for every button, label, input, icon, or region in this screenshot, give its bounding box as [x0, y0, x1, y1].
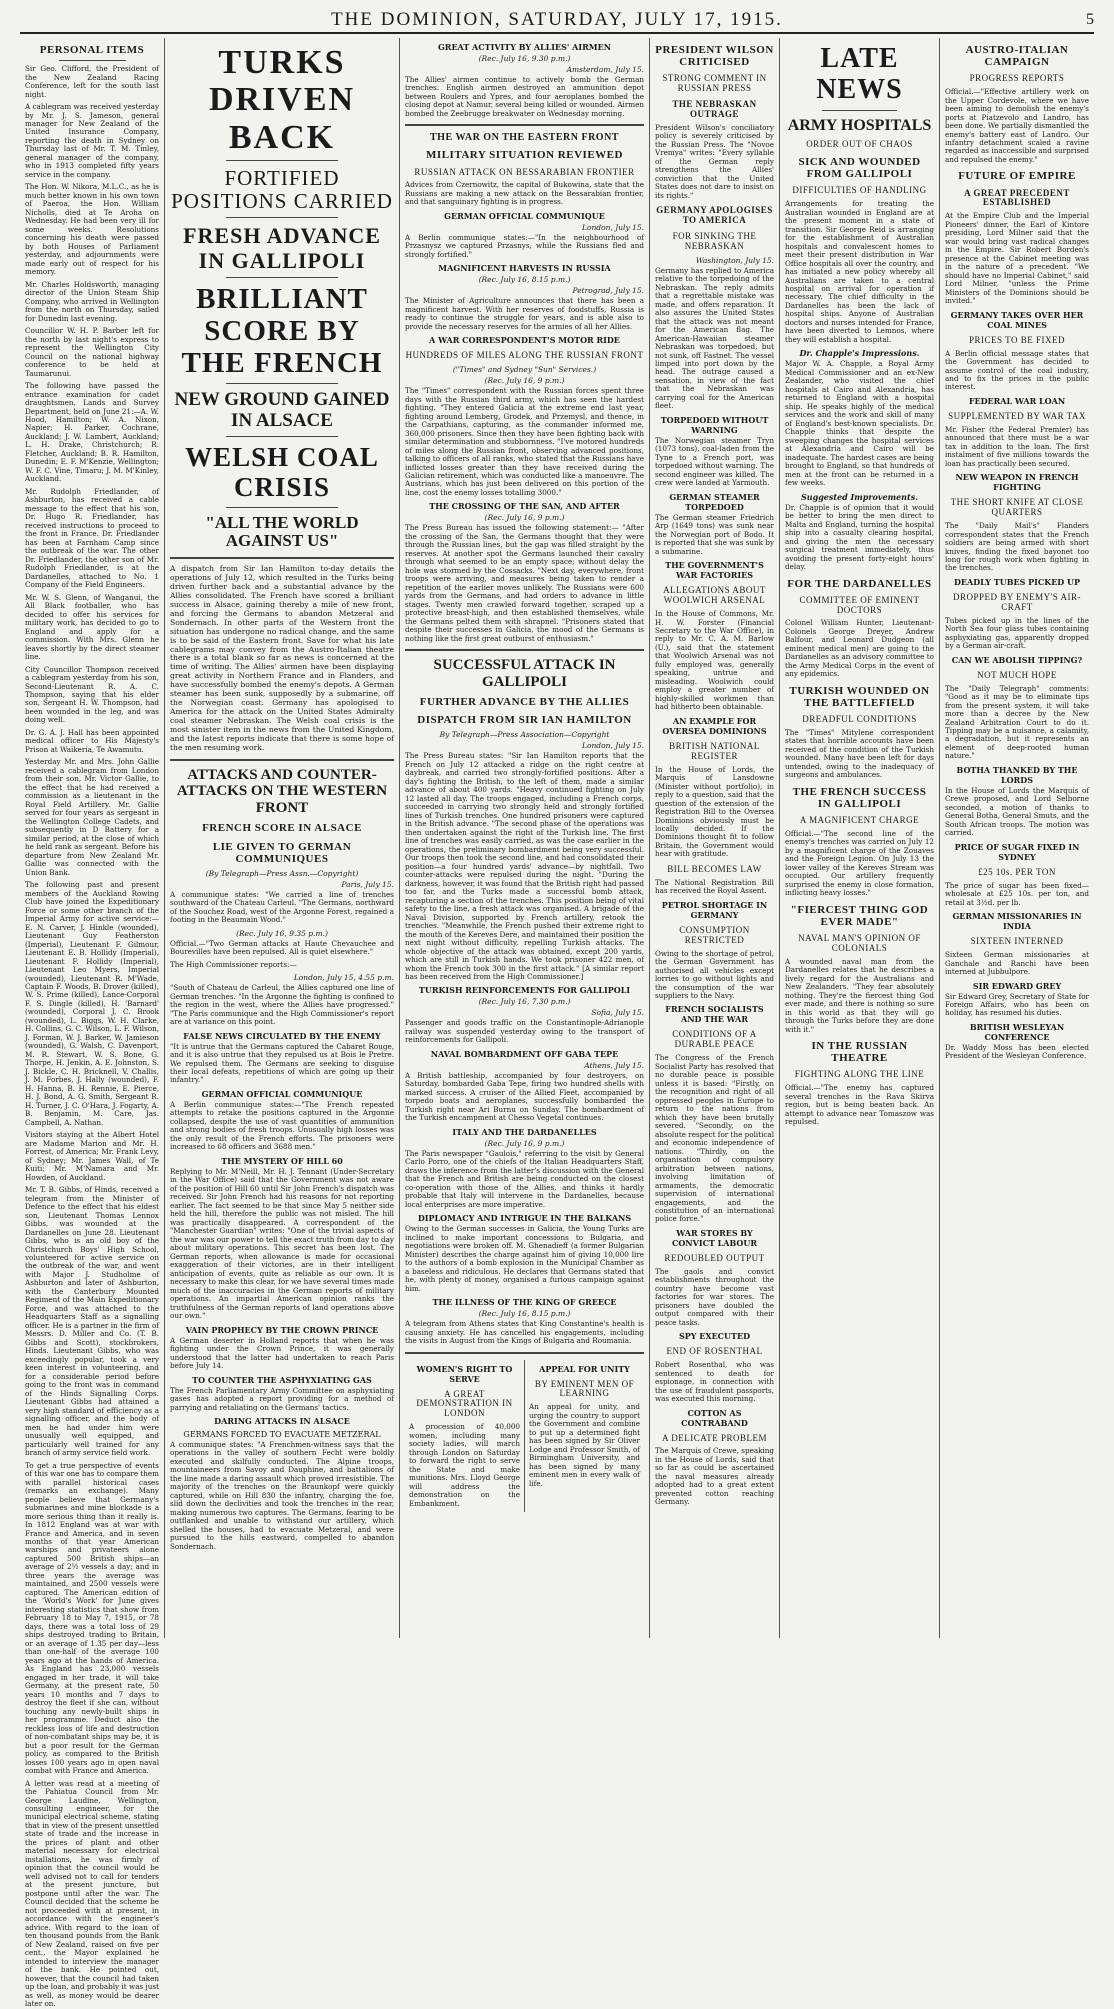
subhead-dropped: DROPPED BY ENEMY'S AIR-CRAFT: [952, 591, 1082, 612]
dateline: (Rec. July 16, 9 p.m.): [484, 1138, 565, 1148]
subhead-further-advance: FURTHER ADVANCE BY THE ALLIES: [419, 696, 630, 709]
subhead-german-steamer: GERMAN STEAMER TORPEDOED: [669, 491, 760, 512]
subhead-king-greece: THE ILLNESS OF THE KING OF GREECE: [432, 1297, 617, 1308]
personal-item: To get a true perspective of events of this war one has to compare them with parallel historical cases (remarks an exchange). Many people believe that Germany's submarines and mine blockade is a more serious thing than it really is. In 1812 England was at war with France and America, and in seven months of that year American warships and privateers alone captured 500 British ships—an average of 2½ vessels a day; and in three years the average was maintained, and 2500 vessels were captured. The American edition of the 'World's Work' for June gives interesting statistics that show from February 18 to May 7, 1915, or 78 days, there was a total loss of 29 ships destroyed trading to Britain, or an average of 1.35 per day—less than one-half of the average 100 years ago at the hands of America. As England has 23,000 vessels engaged in her trade, it will take Germany, at the present rate, 50 years 10 months and 7 days to destroy the fleet if she can, without touching any newly-built ships in her programme. Deduct also the reckless loss of life and destruction of non-combatant ships may be, it is but a poor result for the German policy, as compared to the British losses 100 years ago in open naval combat with France and America.: [25, 1460, 159, 1776]
column-late-news: [780, 38, 940, 1638]
subhead-cotton: COTTON AS CONTRABAND: [681, 1407, 748, 1428]
article-body: A telegram from Athens states that King Constantine's health is causing anxiety. He has cancelled his engagements, including the visits in August from the Kings of Bulgaria and Roumania.: [405, 1319, 644, 1346]
personal-item: Councillor W. H. P. Barber left for the north by last night's express to represent the Wellington City Council on the national highway conference to be held at Taumarunui.: [25, 326, 159, 378]
subhead-per-ton: £25 10s. PER TON: [978, 866, 1056, 877]
subhead-italy: ITALY AND THE DARDANELLES: [452, 1126, 597, 1137]
subhead-hundreds-of-miles: HUNDREDS OF MILES ALONG THE RUSSIAN FRONT: [405, 350, 644, 361]
article-body: An appeal for unity, and urging the country to support the Government and combine to put up a determined fight has been signed by Sir Oliver Lodge and Professor Smith, of Birmingham University, and has been signed by many eminent men in every walk of life.: [529, 1402, 640, 1488]
subhead-bill: BILL BECOMES LAW: [667, 863, 762, 874]
subhead-vain-prophecy: VAIN PROPHECY BY THE CROWN PRINCE: [185, 1324, 379, 1335]
article-body: Sixteen German missionaries at Ganchale and Ranchi have been interned at Jubbulpore.: [945, 950, 1089, 977]
article-body: "South of Chateau de Carleul, the Allies captured one line of German trenches. "In the Argonne the fighting is confined to the region in the west, where the Allies have progressed." "The Paris communique and the High Commissioner's report are at variance on this point.: [170, 983, 394, 1027]
subhead-sick-wounded: SICK AND WOUNDED FROM GALLIPOLI: [798, 156, 921, 181]
divider: [226, 383, 338, 384]
dateline: (By Telegraph—Press Assn.—Copyright): [205, 868, 359, 878]
headline-all-the-world: "ALL THE WORLD AGAINST US": [205, 512, 359, 551]
placeline: Amsterdam, July 15.: [566, 65, 644, 74]
subhead-war-factories: THE GOVERNMENT'S WAR FACTORIES: [665, 560, 764, 581]
personal-item: The following have passed the entrance examination for cadet draughtsmen, Lands and Survey Department, held on June 21:—A. W. Hood, Hamilton; W. A. Nixon, Napier; H. Parker, Cochrane, Auckland; J. W. Lambert, Auckland; L. H. Drake, Christchurch; R. Fletcher, Auckland; B. R. Hamilton, Dunedin; E. F. M'Kenzie, Wellington; W. F. C. Vine, Timaru; J. M. M'Kinley, Auckland.: [25, 381, 159, 484]
subhead-progress: PROGRESS REPORTS: [969, 73, 1065, 84]
divider: [226, 217, 338, 218]
personal-items-list: [25, 65, 159, 2009]
article-body: Official.—"The second line of the enemy's trenches was carried on July 12 by a magnificent charge of the Zouaves and the Foreign Legion. On July 13 the lower valley of the Kereves Stream was occupied. Our artillery frequently surprised the enemy in close formation, inflicting heavy losses.": [785, 828, 934, 898]
dateline: (Rec. July 16, 9 p.m.): [484, 376, 565, 386]
subhead-woolwich: ALLEGATIONS ABOUT WOOLWICH ARSENAL: [663, 585, 766, 606]
subhead-men-of-learning: BY EMINENT MEN OF LEARNING: [534, 1378, 635, 1399]
divider: [405, 1352, 644, 1354]
subhead-wesleyan: BRITISH WESLEYAN CONFERENCE: [969, 1021, 1065, 1042]
article-body: The Allies' airmen continue to actively bomb the German trenches. English airmen destroyed an ammunition depot between Roulers and Ypres, and four aeroplanes bombed the closing depot at Namur, several being killed or wounded. Airmen bombed the Zeebrugge breakwater on Wednesday morning.: [405, 75, 644, 118]
article-body: At the Empire Club and the Imperial Pioneers' dinner, the Earl of Kintore presiding, Lord Milner said that the war would bring vast radical changes in the Empire. Sir Robert Borden's presence at the Cabinet meeting was in the nature of a precedent. "We should have no Imperial Cabinet," said Lord Milner, "unless the Prime Ministers of the Dominions should be invited.": [945, 211, 1089, 306]
article-body: Mr. Fisher (the Federal Premier) has announced that there must be a war tax in addition to the loan. The first instalment of five millions towards the loan has practically been secured.: [945, 424, 1089, 468]
subhead-harvests: MAGNIFICENT HARVESTS IN RUSSIA: [438, 263, 611, 274]
personal-item: Yesterday Mr. and Mrs. John Gallie received a cablegram from London from their son, Mr. Victor Gallie, to the effect that he had received a commission as a lieutenant in the Royal Field Artillery. Mr. Gallie served for four years as sergeant in the Wellington College Cadets, and subsequently in D Battery for a similar period, at the close of which he held rank as sergeant. Before his departure from New Zealand Mr. Gallie was connected with the Union Bank.: [25, 757, 159, 877]
article-body: A Berlin official message states that the Government has decided to assume control of the coal industry, and to fix the prices in the public interest.: [945, 348, 1089, 392]
divider: [226, 436, 338, 437]
headline-welsh-coal: WELSH COAL CRISIS: [185, 442, 379, 502]
personal-item: A letter was read at a meeting of the Pahiatua Council from Mr. George Laudine, Wellington, consulting engineer, for the municipal electrical scheme, stating that in view of the present unsettled state of trade and the increase in the prices of plant and other material necessary for electrical installations, he was firmly of opinion that the council would be well advised not to call for tenders at the present juncture, but postpone until after the war. The Council decided that the scheme be not proceeded with at present, in accordance with the engineer's advice. With regard to the loan of ten thousand pounds from the Bank of New Zealand, raised on five per cent., the Mayor explained he intended to interview the manager of the bank. He pointed out, however, that the council had taken up the loan, and probably it was just as well, as money would be dearer later on.: [25, 1778, 159, 2009]
subhead-rosenthal: END OF ROSENTHAL: [666, 1346, 763, 1357]
subhead-gaba-tepe: NAVAL BOMBARDMENT OFF GABA TEPE: [430, 1048, 619, 1059]
article-body: In the House of Commons, Mr. H. W. Forster (Financial Secretary to the War Office), in reply to Mr. C. A. M. Barlow (U.), said that the statement that Woolwich Arsenal was not fully employed was, generally speaking, untrue and misleading. Woolwich could employ a greater number of highly-skilled workmen than had hitherto been obtainable.: [655, 609, 774, 712]
personal-item: Dr. G. A. J. Hall has been appointed medical officer to His Majesty's Prison at Waikeria, Te Awamutu.: [25, 727, 159, 754]
subhead-output: REDOUBLED OUTPUT: [664, 1252, 765, 1263]
subhead-petrol: PETROL SHORTAGE IN GERMANY: [661, 899, 768, 920]
subhead-suggested: Suggested Improvements.: [801, 491, 918, 502]
personal-item: The Hon. W. Nikora, M.L.C., as he is much better known in his own town of Paeroa, the Hon. William Nicholls, died at Te Aroha on Wednesday. He had been very ill for some weeks. Resolutions concerning his death were passed by both Houses of Parliament yesterday, and adjournments were made early out of respect for his memory.: [25, 182, 159, 277]
divider: [170, 759, 394, 761]
subhead-not-much-hope: NOT MUCH HOPE: [977, 669, 1057, 680]
divider: [170, 557, 394, 559]
subhead-example: AN EXAMPLE FOR OVERSEA DOMINIONS: [662, 715, 767, 736]
headline-wilson: PRESIDENT WILSON CRITICISED: [655, 44, 774, 69]
article-body: The gaols and convict establishments throughout the country have become vast factories for war stores. The prisoners have doubled the output compared with their peace tasks.: [655, 1266, 774, 1327]
personal-item: Mr. T. B. Gibbs, of Hinds, received a telegram from the Minister of Defence to the effect that his eldest son, Lieutenant Thomas Lennox Gibbs, was wounded at the Dardanelles on June 28. Lieutenant Gibbs, who is an old boy of the Christchurch Boys' High School, volunteered for active service on the outbreak of the war, and went with Major J. Studholme of Ashburton and later of Ashburton, with the Canterbury Mounted Regiment of the Main Expeditionary Force, and was attached to the Headquarters Staff as a signalling officer. He is a partner in the firm of Messrs. D. Miller and Co. (T. B. Gibbs and Scott), stockbrokers, Hinds. Lieutenant Gibbs, who was exceedingly popular, took a very keen interest in volunteering, and for a considerable period before going to the front was in command of the Hinds Signalling Corps. Lieutenant Gibbs had attained a very high standard of efficiency as a signalling officer, and the body of men he had under him were unusually well equipped, and particularly well trained for any branch of army service field work.: [25, 1185, 159, 1458]
subhead-convict: WAR STORES BY CONVICT LABOUR: [671, 1227, 758, 1248]
page-number: 5: [1085, 11, 1094, 28]
article-body: Dr. Waddy Moss has been elected President of the Wesleyan Conference.: [945, 1042, 1089, 1061]
subhead-apologises: GERMANY APOLOGISES TO AMERICA: [656, 205, 773, 225]
personal-item: Mr. W. S. Glenn, of Wanganui, the All Black footballer, who has decided to offer his services for military work, has decided to go to England and apply for a commission. With Mrs. Glenn he leaves shortly by the direct steamer line.: [25, 592, 159, 662]
subhead-interned: SIXTEEN INTERNED: [970, 936, 1064, 947]
bottom-split: [405, 1360, 644, 1513]
headline-successful-attack: SUCCESSFUL ATTACK IN GALLIPOLI: [433, 657, 616, 690]
article-body: The Congress of the French Socialist Party has resolved that no durable peace is possible unless it is based: "Firstly, on the recognition and right of all oppressed peoples in Europe to return to the nations from which they have been brutally severed. "Secondly, on the absolute respect for the political and economic independence of nations. "Thirdly, on the organisation of compulsory arbitration between nations, involving limitation of armaments, the democratic supervision of international engagements, and the constitution of an international police force.": [655, 1053, 774, 1224]
headline-personal-items: PERSONAL ITEMS: [39, 44, 145, 56]
subhead-motor-ride: A WAR CORRESPONDENT'S MOTOR RIDE: [429, 335, 620, 346]
subhead-daring-attacks: DARING ATTACKS IN ALSACE: [214, 1415, 350, 1426]
subhead-torpedoed: TORPEDOED WITHOUT WARNING: [660, 414, 769, 435]
article-body: Dr. Chapple is of opinion that it would be better to bring the men direct to Malta and England, turning the hospital ship into a casualty clearing hospital, and giving the men the necessary surgical treatment immediately, thus avoiding the present forty-eight hours' delay.: [785, 502, 934, 572]
personal-item: City Councillor Thompson received a cablegram yesterday from his son, Second-Lieutenant R. A. C. Thompson, saying that his elder son, Sergeant H. W. Thompson, had been wounded in the leg, and was doing well.: [25, 664, 159, 725]
subhead-war-loan: FEDERAL WAR LOAN: [968, 395, 1066, 406]
article-body: A British battleship, accompanied by four destroyers, on Saturday, bombarded Gaba Tepe, firing two hundred shells with marked success. A cruiser of the Allied Fleet, accompanied by torpedo boats and aeroplanes, successfully bombarded the Turkish right near Ari Burnu on Sunday. The bombardment of the Turkish encampment at Chesso Vegetal continues.: [405, 1070, 644, 1123]
subhead-socialists: FRENCH SOCIALISTS AND THE WAR: [665, 1004, 764, 1025]
subhead-lie-given: LIE GIVEN TO GERMAN COMMUNIQUES: [212, 840, 352, 865]
subhead-grey: SIR EDWARD GREY: [972, 980, 1062, 991]
subhead-missionaries: GERMAN MISSIONARIES IN INDIA: [952, 911, 1082, 932]
headline-army-hospitals: ARMY HOSPITALS: [787, 116, 932, 134]
article-body: The High Commissioner reports:—: [170, 959, 297, 969]
article-body: Passenger and goods traffic on the Constantinople-Adrianople railway was suspended yesterday owing to the transport of reinforcements for Gallipoli.: [405, 1018, 644, 1045]
subhead-difficulties: DIFFICULTIES OF HANDLING: [792, 185, 927, 196]
subhead-deadly-tubes: DEADLY TUBES PICKED UP: [953, 576, 1081, 587]
headline-eastern-front: THE WAR ON THE EASTERN FRONT: [430, 132, 619, 144]
article-body: A German deserter in Holland reports that when he was fighting under the Crown Prince, it was generally understood that the latter had undertaken to reach Paris before July 14.: [170, 1335, 394, 1371]
headline-french-success: THE FRENCH SUCCESS IN GALLIPOLI: [792, 785, 927, 810]
column-wilson: [650, 38, 780, 1638]
headline-late-news: LATE NEWS: [816, 43, 903, 105]
placeline: Paris, July 15.: [341, 879, 394, 889]
placeline: Athens, July 15.: [584, 1060, 644, 1070]
subhead-war-tax: SUPPLEMENTED BY WAR TAX: [948, 410, 1086, 421]
article-body: The "Daily Mail's" Flanders correspondent states that the French soldiers are being armed with short knives, finding the fixed bayonet too long for rough work when fighting in the trenches.: [945, 521, 1089, 573]
subhead-committee: COMMITTEE OF EMINENT DOCTORS: [799, 594, 920, 615]
divider: [226, 160, 338, 161]
article-body: A procession of 40,000 women, including many society ladies, will march through London on Saturday to forward the right to serve the State and make munitions. Mrs. Lloyd George will address the demonstration on the Embankment.: [409, 1422, 520, 1508]
dateline: (Rec. July 16, 8.15 p.m.): [478, 275, 571, 285]
subhead-short-knife: THE SHORT KNIFE AT CLOSE QUARTERS: [950, 497, 1084, 518]
dateline: (Rec. July 16, 8.15 p.m.): [478, 1309, 571, 1319]
article-body: Official.—"Two German attacks at Haute Chevauchee and Bourevilles have been repulsed. All is quiet elsewhere.": [170, 938, 394, 957]
article-body: Sir Edward Grey, Secretary of State for Foreign Affairs, who has been on holiday, has resumed his duties.: [945, 991, 1089, 1018]
article-body: Owing to the German successes in Galicia, the Young Turks are inclined to make important concessions to Bulgaria, and negotiations were broken off. M. Ghenadieff (a former Bulgarian Minister) describes the charge against him of giving 10,000 lire to the authors of a bomb explosion in the Municipal Chamber as a baseless and ridiculous. He declares that Germans stated that he, with plenty of money, organised a furious campaign against him.: [405, 1224, 644, 1293]
subhead-naval-opinion: NAVAL MAN'S OPINION OF COLONIALS: [798, 932, 921, 953]
article-body: Tubes picked up in the lines of the North Sea four glass tubes containing asphyxiating gas, apparently dropped by a German air-craft.: [945, 615, 1089, 651]
divider: [226, 277, 338, 278]
personal-item: Mr. Charles Holdsworth, managing director of the Union Steam Ship Company, who arrived in Wellington from the north on Thursday, sailed for Dunedin last evening.: [25, 279, 159, 323]
subhead-military: MILITARY SITUATION REVIEWED: [426, 149, 623, 162]
headline-fresh-advance: FRESH ADVANCE IN GALLIPOLI: [183, 223, 381, 273]
subhead-chapple: Dr. Chapple's Impressions.: [799, 348, 920, 359]
headline-attacks: ATTACKS AND COUNTER-ATTACKS ON THE WESTERN FRONT: [176, 766, 388, 816]
dateline: (Rec. July 16, 7.30 p.m.): [478, 997, 571, 1007]
article-body: The German steamer Friedrich Arp (1649 tons) was sunk near the Norwegian port of Bodo. It is reported that she was sunk by a submarine.: [655, 512, 774, 556]
article-body: Official.—"The enemy has captured several trenches in the Rava Skirva region, but is being beaten back. An attempt to advance near Tomaszow was repulsed.: [785, 1083, 934, 1127]
subhead-dreadful: DREADFUL CONDITIONS: [802, 713, 917, 724]
dateline: By Telegraph—Press Association—Copyright: [439, 730, 610, 740]
subhead-precedent: A GREAT PRECEDENT ESTABLISHED: [964, 187, 1070, 208]
article-body: Colonel William Hunter, Lieutenant-Colonels George Dreyer, Andrew Balfour, and Leonard Dudgeon (all eminent medical men) are going to the Dardanelles as an advisory committee to the Army Medical Corps in the event of any epidemics.: [785, 618, 934, 679]
article-body: The Press Bureau has issued the following statement:— "After the crossing of the San, the Germans thought that they were through the Russian lines, but the gap was filled straight by the reserves. At another spot the Germans launched their cavalry through what seemed to be an empty space; without delay the hole was stormed by the Cossacks. "Next day, everywhere, front troops were arriving, and measures being taken to render a repetition of the earlier moves unlikely. The Russians were 600 yards from the Germans, and had orders to advance in little stages. Twenty men crawled forward together, scraped up a protective breast-high, and then established themselves, while the Germans pelted them with shrapnel. "Prisoners stated that despite their successes in Galicia, the mood of the Germans is nothing like the first great outburst of enthusiasm.": [405, 523, 644, 643]
article-body: A wounded naval man from the Dardanelles relates that he describes a lively regard for the Australians and New Zealanders. "They fear absolutely nothing. They're the fiercest thing God ever made, and there is nothing so sure in this world as that they will go through the Turks before they are done with it.": [785, 956, 934, 1034]
article-body: The Marquis of Crewe, speaking in the House of Lords, said that so far as could be ascertained the naval measures already adopted had to a great extent prevented cotton reaching Germany.: [655, 1446, 774, 1507]
subhead-fighting-line: FIGHTING ALONG THE LINE: [794, 1069, 925, 1080]
placeline: Petrograd, July 15.: [572, 286, 644, 296]
article-body: "It is untrue that the Germans captured the Cabaret Rouge, and it is also untrue that they repulsed us at Bois le Pretre. We repulsed them. The Germans are seeking to disguise their local defeats, repetitions of which are going up their infantry.": [170, 1041, 394, 1085]
article-body: The Minister of Agriculture announces that there has been a magnificent harvest. With her reserves of foodstuffs, Russia is ready to continue the struggle for years, and is able also to provide the necessary reserves for the armies of all her Allies.: [405, 296, 644, 331]
headline-fiercest: "FIERCEST THING GOD EVER MADE": [790, 903, 929, 928]
dateline: (Rec. July 16, 9 p.m.): [484, 513, 565, 523]
divider: [226, 507, 338, 508]
article-body: Arrangements for treating the Australian wounded in England are at the present moment in a state of transition. Sir George Reid is arranging for the establishment of Australian hospitals and convalescent homes to meet their present distribution in War Office hospitals all over the country, and has initiated a new policy whereby all Australians are taken to a central hospital on arrival for operation if necessary. The chief difficulty in the Dardanelles has been the lack of hospital ships. Anyone of Australian doctors and nurses intended for France, have been diverted to Lemnos, where they will establish a hospital.: [785, 199, 934, 344]
article-body: A Berlin communique states:—"The French repeated attempts to retake the positions captured in the Argonne collapsed, despite the use of vast quantities of ammunition and strong bodies of fresh troops. Unusually high losses was the only result of the French efforts. The prisoners were increased to 68 officers and 3688 men.": [170, 1099, 394, 1152]
subhead-unity: APPEAL FOR UNITY: [539, 1363, 630, 1374]
personal-item: The following past and present members of the Auckland Rowing Club have joined the Expeditionary Force or some other branch of the Imperial Army for active service:—E. N. Carver, J. Hinkle (wounded), Lieutenant Guy Featherston (Imperial), Lieutenant F. Gilmour, Lieutenant E. B. Hollidy (Imperial), Lieutenant F. Hollidy (Imperial), Lieutenant Leo Myers, Imperial (wounded), Lieutenant R. M'Wade, Captain F. Woods, B. Drover (killed), W. S. Prime (killed), Lance-Corporal F. S. Dingle (killed), H. 'Barnard' (wounded), Corporal J. C. Brook (wounded), L. Biggs, W. H. Clarke, H. Collins, G. C. Wilson, L. F. Wilson, J. Forman, W. J. Barker, W. Jamieson (wounded), G. Walsh, C. Davenport, M. R. Stewart, W. S. Bone, G. Thorpe, H. Jenkin, A. E. Johnston, S. J. Bickle, C. H. Bricknell, V. Challis, J. M. Forbes, J. Hally (wounded), F. H. Hanna, B. H. Rennie, E. Pierce, H. J. Bond, A. G. Smith, Sergeant R. H. Turner, J. C. O'Hara, J. Fogarty, A. B. Benjamin, M. Care, Jas. Campbell, A. Nathan.: [25, 880, 159, 1127]
article-body: The Paris newspaper "Gaulois," referring to the visit by General Carlo Porro, one of the chiefs of the Italian Headquarters Staff, draws the inference from the latter's discussion with the General that the French and British are being conducted on the closest co-operation with those of the Allies, and thinks it hardly probable that Italy will intervene in the Dardanelles, because local enterprises are more imperative.: [405, 1148, 644, 1209]
unity-article: [524, 1360, 644, 1513]
article-body: The Press Bureau states: "Sir Ian Hamilton reports that the French on July 12 attacked a ridge on the right centre at daybreak, and carried two strongly-fortified positions. After a day's fighting the British, to the left of them, made a similar advance of about 400 yards. "Heavy continued fighting on July 12 lasted all day. The troops engaged, including a French corps, succeeded in carrying two strongly held and strongly fortified lines of Turkish trenches. One hundred prisoners were captured in the British advance. "The second phase of the operations was then undertaken against the right of the Turkish line. The first line of trenches was easily carried, as was the case earlier in the operations, the preliminary bombardment being very successful. Our troops then took the second line, and had consolidated their position—a four hundred yards' advance—by nightfall. Two counter-attacks were repulsed during the night. "During the darkness, however, it was found that the British right had passed too far, and the Turks made a successful bomb attack, recapturing a section of the trenches. This position being of vital safety to the line, a fresh attack was organised. A brigade of the Naval Division, supported by French artillery, retook the trenches. "Meanwhile, the French pushed their extreme right to the mouth of the Kereves Dere, and maintained their position the next night without difficulty, repelling Turkish attacks. The whole objective of the attack was obtained, except 200 yards, which are still in Turkish hands. We took prisoner 422 men, of whom the French took 300 in the first attack." [A similar report has been received from the High Commissioner.]: [405, 751, 644, 981]
article-body: The National Registration Bill has received the Royal Assent.: [655, 877, 774, 896]
headline-brilliant-score: BRILLIANT SCORE BY THE FRENCH: [181, 282, 383, 379]
subhead-conditions: CONDITIONS OF A DURABLE PEACE: [672, 1029, 757, 1050]
subhead-consumption: CONSUMPTION RESTRICTED: [679, 924, 750, 945]
subhead-german-communique: GERMAN OFFICIAL COMMUNIQUE: [201, 1088, 363, 1099]
article-body: The Norwegian steamer Tryn (1073 tons), coal-laden from the Tyne to a French port, was torpedoed without warning. The second engineer was killed. The crew were landed at Yarmouth.: [655, 435, 774, 488]
subhead-reinforcements: TURKISH REINFORCEMENTS FOR GALLIPOLI: [418, 985, 631, 996]
article-body: A communique states: "A Frenchmen-witness says that the operations in the valley of southern Fecht were boldly executed and skilfully conducted. The Alpine troops, mountaineers from Savoy and Dauphine, and battalions of the line made a daring assault which proved irresistible. The majority of the trenches on the Braunkopf were quickly captured, while on Hill 830 the infantry, charging the foe, slid down the declivities and took the trenches in the rear, making numerous two captures. The Germans, fearing to be outflanked and unable to withstand our artillery, which shelled the houses, had to evacuate Metzeral, and were pursued to the hills eastward, compelled to abandon Sondernach.: [170, 1439, 394, 1551]
subhead-sinking: FOR SINKING THE NEBRASKAN: [672, 230, 757, 251]
subhead-women: WOMEN'S RIGHT TO SERVE: [416, 1363, 513, 1384]
column-personal-items: [20, 38, 165, 2009]
placeline: London, July 15.: [581, 222, 644, 232]
subhead-german-communique: GERMAN OFFICIAL COMMUNIQUE: [444, 210, 605, 221]
divider: [822, 110, 897, 111]
column-eastern-front: [400, 38, 650, 1638]
article-body: Official.—"Effective artillery work on the Upper Cordevole, where we have been aiming to demolish the enemy's ports at Piatzevolo and Landro, has been done. We partially dismantled the enemy's battery east of Landro. Our infantry detachment scaled a ravine regarded as inaccessible and surprised and repulsed the enemy.": [945, 87, 1089, 164]
personal-item: Visitors staying at the Albert Hotel are Madame Marion and Mr. H. Forrest, of America; Mr. Frank Levy, of Sydney; Mr. James Wall, of Te Kuiti; Mr. M'Namara and Mr. Howden, of Auckland.: [25, 1130, 159, 1182]
women-article: [405, 1360, 524, 1513]
article-body: Germany has replied to America relative to the torpedoing of the Nebraskan. The reply admits that a regrettable mistake was made, and offers reparation. It also assures the United States that the attack was not meant for the American flag. The American-Hawaiian steamer Nebraskan was torpedoed, but not sunk, off Fastnet. The vessel limped into port down by the head. The outrage caused a sensation, in view of the fact that the Nebraskan was carrying coal for the American fleet.: [655, 265, 774, 411]
subhead-false-news: FALSE NEWS CIRCULATED BY THE ENEMY: [183, 1030, 381, 1041]
article-body: Advices from Czernowitz, the capital of Bukowina, state that the Russians are making a new attack on the Bessarabian frontier, and that sanguinary fighting is in progress.: [405, 180, 644, 207]
subhead-demonstration: A GREAT DEMONSTRATION IN LONDON: [416, 1388, 513, 1419]
headline-for-dardanelles: FOR THE DARDANELLES: [787, 577, 932, 590]
headline-russian-theatre: IN THE RUSSIAN THEATRE: [811, 1040, 908, 1065]
article-body: Robert Rosenthal, who was sentenced to death for espionage, in connection with the use of fraudulent passports, was executed this morning.: [655, 1360, 774, 1404]
subhead-order: ORDER OUT OF CHAOS: [806, 139, 913, 150]
subhead-magnificent-charge: A MAGNIFICENT CHARGE: [799, 814, 920, 825]
placeline: London, July 15.: [581, 741, 644, 751]
article-body: The price of sugar has been fixed—wholesale at £25 10s. per ton, and retail at 3½d. per lb.: [945, 880, 1089, 907]
subhead-delicate: A DELICATE PROBLEM: [661, 1432, 767, 1443]
subhead-dispatch: DISPATCH FROM SIR IAN HAMILTON: [417, 714, 632, 727]
placeline: Washington, July 15.: [695, 255, 774, 265]
article-body: Replying to Mr. M'Neill, Mr. H. J. Tennant (Under-Secretary in the War Office) said that the Government was not aware of the position of Hill 60 until Sir John French's dispatch was received. Sir John French had his reasons for not reporting earlier. The fact seemed to be that since May 5 neither side held the hill, therefore the public was not misled. The hill was practically disappeared. A correspondent of the "Manchester Guardian" writes: "One of the trivial aspects of the war was our power to tell the exact truth from day to day about military operations. This secret has been lost. The German reports, when allowance is made for occasional exaggeration of their victories, are in their intelligent anticipation of events, quite as reliable as our own. It is necessary to make this clear, for we have several times made much of the inaccuracies in the German reports of military operations. An impartial American opinion ranks the truthfulness of the German reports of land operations above our own.": [170, 1166, 394, 1321]
subhead-russian-attack: RUSSIAN ATTACK ON BESSARABIAN FRONTIER: [414, 166, 635, 177]
article-body: The French Parliamentary Army Committee on asphyxiating gases has adopted a report providing for a method of parrying and retaliating on the Germans' tactics.: [170, 1385, 394, 1412]
dateline: (Rec. July 16, 9.30 p.m.): [478, 54, 571, 63]
article-body: The "Daily Telegraph" comments: "Good as it may be to eliminate tips from the present system, it will take more than a decree by the New Zealand Arbitration Court to do it. Tipping may be a nuisance, a calamity, a degradation, but it represents an element of deep-rooted human nature.": [945, 683, 1089, 761]
placeline: London, July 15, 4.55 p.m.: [293, 973, 394, 983]
article-body: President Wilson's conciliatory policy is severely criticised by the Russian Press. The "Novoe Vremya" writes: "Every syllable of the German reply strengthens the Allies' conviction that the United States does not dare to insist on its rights.": [655, 122, 774, 200]
column-austro-italian: [940, 38, 1094, 1638]
masthead: [20, 8, 1094, 34]
divider: [405, 649, 644, 651]
headline-austro-italian: AUSTRO-ITALIAN CAMPAIGN: [965, 44, 1069, 69]
dateline: (Rec. July 16, 9.35 p.m.): [236, 928, 328, 938]
article-body: In the House of Lords the Marquis of Crewe proposed, and Lord Selborne seconded, a motion of thanks to General Botha, General Smuts, and the South African troops. The motion was carried.: [945, 785, 1089, 838]
subhead-tipping: CAN WE ABOLISH TIPPING?: [951, 654, 1083, 665]
article-body: Major W. A. Chapple, a Royal Army Medical Commissioner and an ex-New Zealander, who visited the chief hospitals at Cairo and Alexandria, has returned to England with a hospital ship. He speaks highly of the medical services and the work and skill of many of England's best-known specialists. Dr. Chapple thinks that despite the sweeping changes the hospital services at Alexandria and Cairo will be inadequate. The hardest cases are being brought to England, so that hundreds of men at the front can be returned in a few weeks.: [785, 359, 934, 488]
subhead-sugar: PRICE OF SUGAR FIXED IN SYDNEY: [954, 841, 1080, 862]
lead-paragraph: A dispatch from Sir Ian Hamilton to-day details the operations of July 12, which resulted in the Turks being driven further back and a substantial advance by the Allies consolidated. The French have scored a brilliant success in Alsace, gaining thereby a mile of new front, and forcing the Germans to abandon Metzeral and Sondernach. In other parts of the Western front the situation has undergone no radical change, and the same is to be said of the Eastern front. Save for what his late cablegrams may convey from the Austro-Italian theatre there is a total blank so far as news is concerned at the time of writing. The Allies' airmen have been displaying great activity in Northern France and in Flanders, and have successfully bombed the enemy's depots. A German steamer has been sunk, supposedly by a submarine, off the Norwegian coast. Germany has apologised to America for the attack on the United States Admiralty coal steamer Nebraskan. The Welsh coal crisis is the most sinister item in the news from the United Kingdom, and the latest reports indicate that there is some hope of the men resuming work.: [170, 563, 394, 752]
subhead-new-weapon: NEW WEAPON IN FRENCH FIGHTING: [955, 472, 1079, 493]
subhead-spy: SPY EXECUTED: [678, 1331, 751, 1342]
subhead-diplomacy: DIPLOMACY AND INTRIGUE IN THE BALKANS: [417, 1213, 632, 1224]
subhead-coal-mines: GERMANY TAKES OVER HER COAL MINES: [950, 309, 1084, 330]
article-body: Owing to the shortage of petrol, the German Government has authorised all vehicles except lorries to go without lights and the consumption of the war suppliers to the Navy.: [655, 948, 774, 1000]
divider: [59, 60, 126, 61]
subhead-airmen: GREAT ACTIVITY BY ALLIES' AIRMEN: [437, 42, 612, 52]
subhead-botha: BOTHA THANKED BY THE LORDS: [956, 764, 1078, 785]
subhead-crossing-san: THE CROSSING OF THE SAN, AND AFTER: [429, 501, 620, 512]
column-lead-story: [165, 38, 400, 1638]
article-body: A communique states: "We carried a line of trenches southward of the Chateau Carleul. "The Germans, northward of the Souchez Road, west of the Argonne Forest, regained a footing in the Beaumain Wood.": [170, 889, 394, 925]
headline-new-ground: NEW GROUND GAINED IN ALSACE: [174, 389, 390, 432]
placeline: Sofia, July 15.: [591, 1008, 644, 1018]
subhead-hill-60: THE MYSTERY OF HILL 60: [221, 1155, 343, 1166]
divider: [405, 124, 644, 126]
article-body: The "Times" correspondent with the Russian forces spent three days with the Russian third army, which has seen the hardest fighting. "They entered Galicia at the extreme end last year, fighting around Lemberg, Grodek, and Przemysl, and thence, in the Carpathians, capturing, as the commander informed me, 360,000 prisoners. Since then they have been fighting back with similar determination and stubbornness. "I've motored hundreds of miles along the Russian front, observing advanced positions, talking to officers of all ranks, who stated that the Russians have inflicted losses greater than they have received during the Galician retirement, which was conducted like a manoeuvre. The Austrians, which has just been delivered on this portion of the line, cost the enemy losses totalling 3000.": [405, 386, 644, 497]
article-body: A Berlin communique states:—"In the neighbourhood of Przasnysz we captured Przasnys, while the Russians fled and strongly fortified.": [405, 232, 644, 259]
subhead-prices: PRICES TO BE FIXED: [969, 334, 1065, 345]
subhead-asphyxiating-gas: TO COUNTER THE ASPHYXIATING GAS: [192, 1374, 372, 1385]
headline-turkish-wounded: TURKISH WOUNDED ON THE BATTLEFIELD: [789, 684, 930, 709]
subhead-metzeral: GERMANS FORCED TO EVACUATE METZERAL: [183, 1429, 381, 1439]
subhead-register: BRITISH NATIONAL REGISTER: [669, 740, 760, 761]
subhead-nebraskan: THE NEBRASKAN OUTRAGE: [672, 98, 757, 119]
article-body: In the House of Lords, the Marquis of Lansdowne (Minister without portfolio), in reply to a question, said that the question of the extension of the Registration Bill to the Oversea Dominions obviously must be locally decided. If the Dominions thought fit to follow Britain, the Government would hear with gratitude.: [655, 764, 774, 859]
personal-item: A cablegram was received yesterday by Mr. J. S. Jameson, general manager for New Zealand of the United Insurance Company, reporting the death in Sydney on Thursday last of Mr. T. M. Tinley, general manager of the company, who in 1913 completed fifty years service in the company.: [25, 102, 159, 179]
subhead-french-score: FRENCH SCORE IN ALSACE: [202, 822, 362, 835]
masthead-title: THE DOMINION, SATURDAY, JULY 17, 1915.: [331, 9, 783, 30]
headline-future-empire: FUTURE OF EMPIRE: [958, 170, 1076, 183]
dateline: ("Times" and Sydney "Sun" Services.): [452, 365, 597, 375]
personal-item: Mr. Rudolph Friedlander, of Ashburton, has received a cable message to the effect that his son, Dr. Hugo R. Friedlander, has received instructions to proceed to the front in France. Dr. Friedlander has been at Farnham Camp since the outbreak of the war. The other Dr. Friedlander, the other son of Mr. Rudolph Friedlander, is at the Dardanelles, attached to No. 1 Company of the Field Engineers.: [25, 486, 159, 590]
article-body: The "Times" Mitylene correspondent states that horrible accounts have been received of the condition of the Turkish wounded. Many have been left for days untended, owing to the inadequacy of surgeons and ambulances.: [785, 727, 934, 780]
headline-turks-driven-back: TURKS DRIVEN BACK: [208, 44, 356, 156]
personal-item: Sir Geo. Clifford, the President of the New Zealand Racing Conference, left for the south last night.: [25, 64, 159, 99]
subhead-strong-comment: STRONG COMMENT IN RUSSIAN PRESS: [662, 73, 767, 94]
headline-fortified: FORTIFIED POSITIONS CARRIED: [171, 166, 393, 214]
